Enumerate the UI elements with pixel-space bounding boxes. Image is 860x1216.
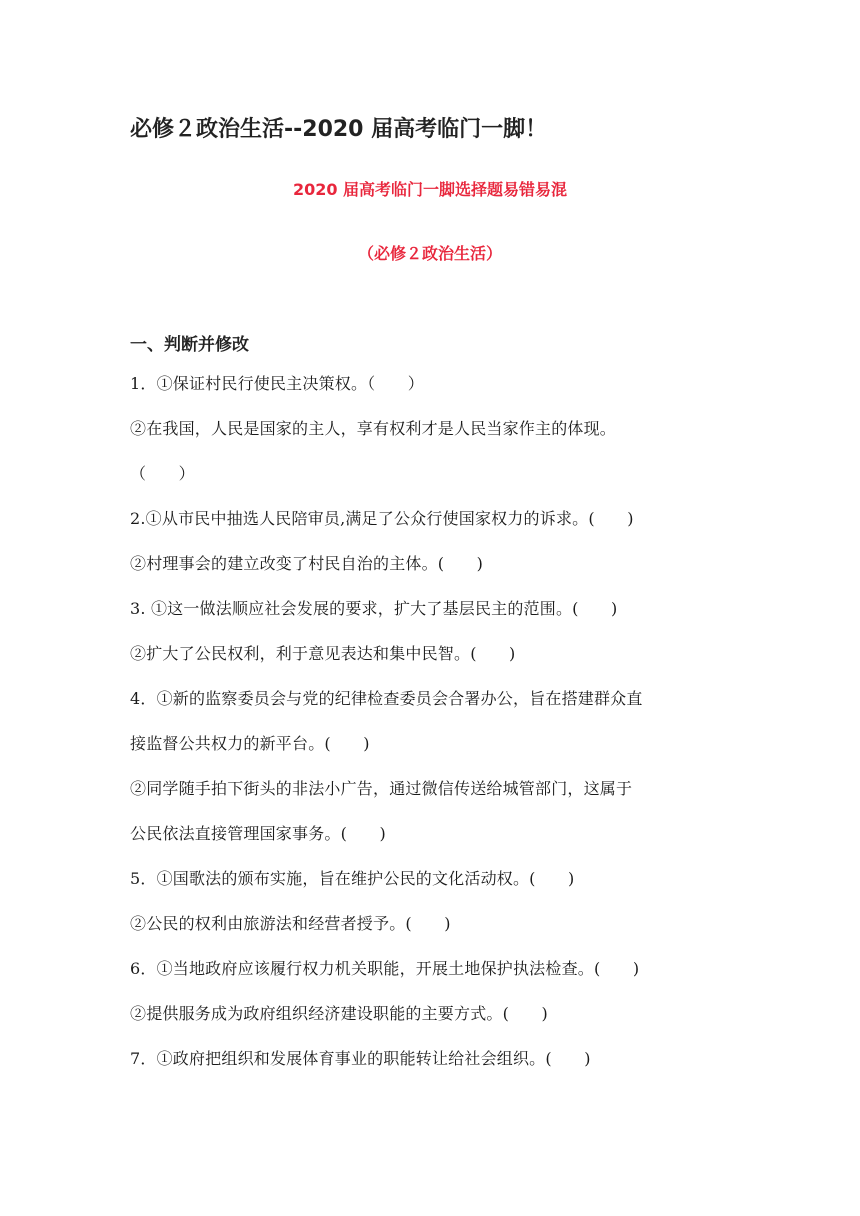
question-line: 2.①从市民中抽选人民陪审员,满足了公众行使国家权力的诉求。( ) xyxy=(130,509,634,528)
question-line: ②同学随手拍下街头的非法小广告，通过微信传送给城管部门，这属于 xyxy=(130,779,633,798)
question-list xyxy=(130,372,732,1092)
document-title: 必修２政治生活--2020 届高考临门一脚！ xyxy=(130,117,548,142)
question-line: 7．①政府把组织和发展体育事业的职能转让给社会组织。( ) xyxy=(130,1049,591,1068)
document-subtitle-scope: （必修２政治生活） xyxy=(357,244,502,263)
question-line: 接监督公共权力的新平台。( ) xyxy=(130,734,370,753)
question-line: 4．①新的监察委员会与党的纪律检查委员会合署办公，旨在搭建群众直 xyxy=(130,689,643,708)
question-line: ②在我国，人民是国家的主人，享有权利才是人民当家作主的体现。 xyxy=(130,419,617,438)
document-subtitle: 2020 届高考临门一脚选择题易错易混 xyxy=(292,180,568,199)
question-line: 5．①国歌法的颁布实施，旨在维护公民的文化活动权。( ) xyxy=(130,869,575,888)
question-line: ②公民的权利由旅游法和经营者授予。( ) xyxy=(130,914,451,933)
question-line: 6．①当地政府应该履行权力机关职能，开展土地保护执法检查。( ) xyxy=(130,959,640,978)
question-line: ②扩大了公民权利，利于意见表达和集中民智。( ) xyxy=(130,644,516,663)
question-line: ②村理事会的建立改变了村民自治的主体。( ) xyxy=(130,554,484,573)
question-line: 1．①保证村民行使民主决策权。（ ） xyxy=(130,374,424,393)
section-heading: 一、判断并修改 xyxy=(130,335,249,355)
question-line: 公民依法直接管理国家事务。( ) xyxy=(130,824,386,843)
question-line: ②提供服务成为政府组织经济建设职能的主要方式。( ) xyxy=(130,1004,548,1023)
question-line: 3. ①这一做法顺应社会发展的要求，扩大了基层民主的范围。( ) xyxy=(130,599,618,618)
question-line: （ ） xyxy=(130,464,195,483)
